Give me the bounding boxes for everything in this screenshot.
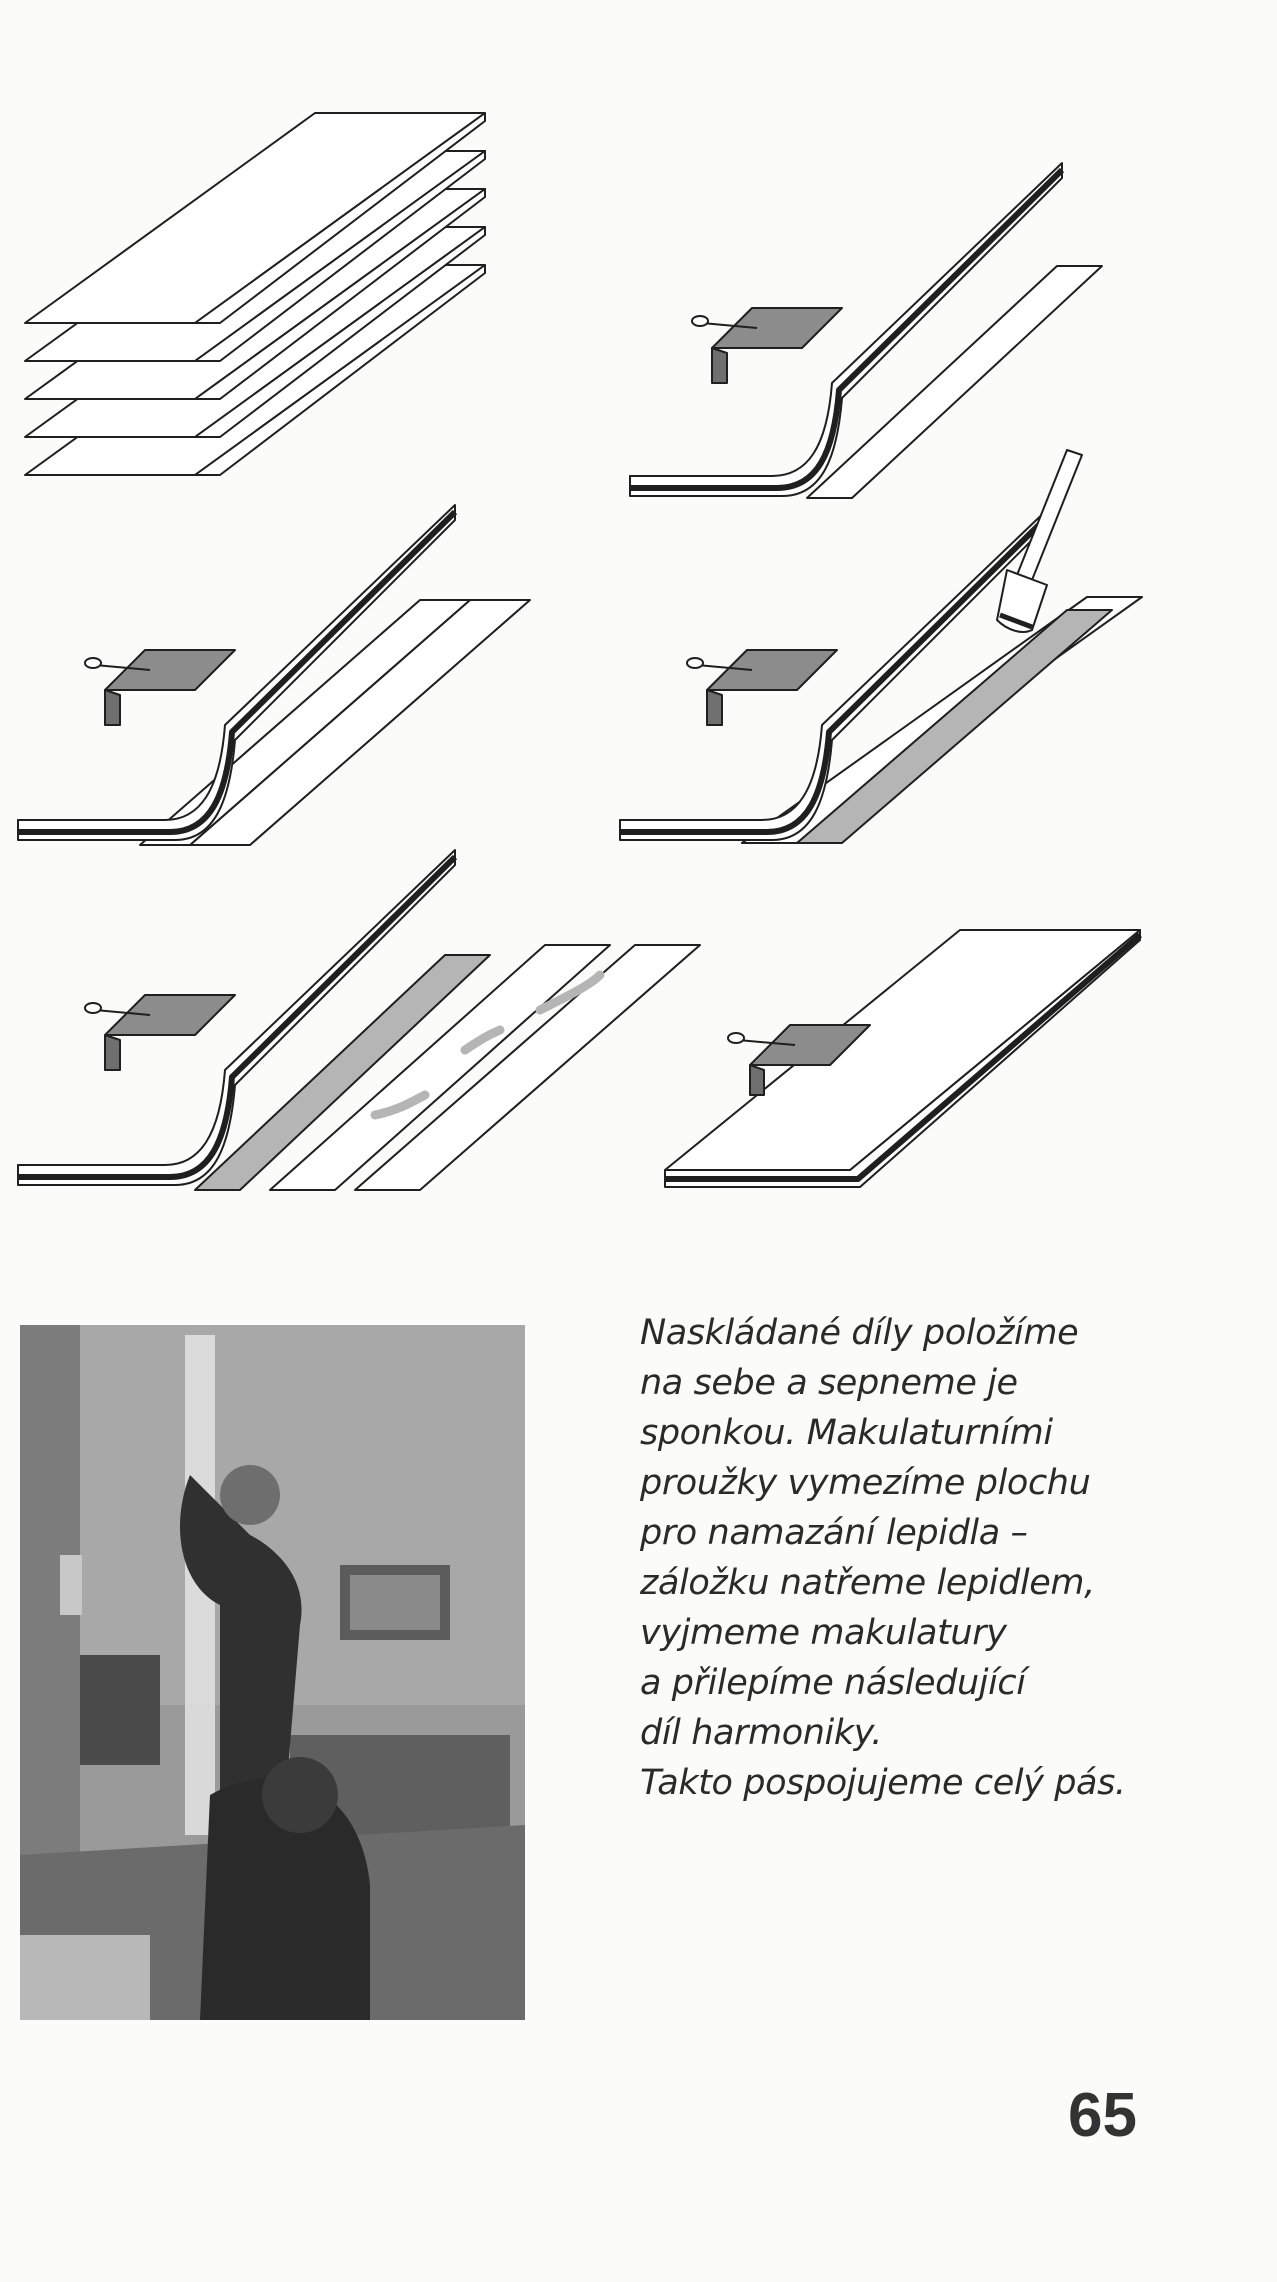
illustration-waste-strips	[10, 500, 550, 850]
caption-line: díl harmoniky.	[640, 1713, 883, 1753]
binder-clip	[105, 995, 235, 1035]
binder-clip	[712, 308, 842, 348]
binder-clip	[105, 650, 235, 690]
caption-text	[640, 1308, 1240, 1808]
caption-line: a přilepíme následující	[640, 1663, 1026, 1703]
illustration-removing-waste-strips	[10, 845, 710, 1195]
illustration-joined-section	[660, 925, 1150, 1195]
illustration-glue-brush	[612, 445, 1152, 845]
caption-line: Takto pospojujeme celý pás.	[640, 1763, 1126, 1803]
glue-brush-handle	[1017, 450, 1082, 580]
caption-line: sponkou. Makulaturními	[640, 1413, 1053, 1453]
waste-strip-left	[140, 600, 470, 845]
caption-line: vyjmeme makulatury	[640, 1613, 1007, 1653]
illustration-stacked-pages	[20, 110, 500, 510]
caption-line: proužky vymezíme plochu	[640, 1463, 1091, 1503]
caption-line: pro namazání lepidla –	[640, 1513, 1028, 1553]
page-number: 65	[1068, 2081, 1137, 2150]
caption-line: Naskládané díly položíme	[640, 1313, 1079, 1353]
caption-line: na sebe a sepneme je	[640, 1363, 1018, 1403]
binder-clip	[707, 650, 837, 690]
workshop-photo	[20, 1325, 525, 2020]
caption-line: záložku natřeme lepidlem,	[640, 1563, 1095, 1603]
